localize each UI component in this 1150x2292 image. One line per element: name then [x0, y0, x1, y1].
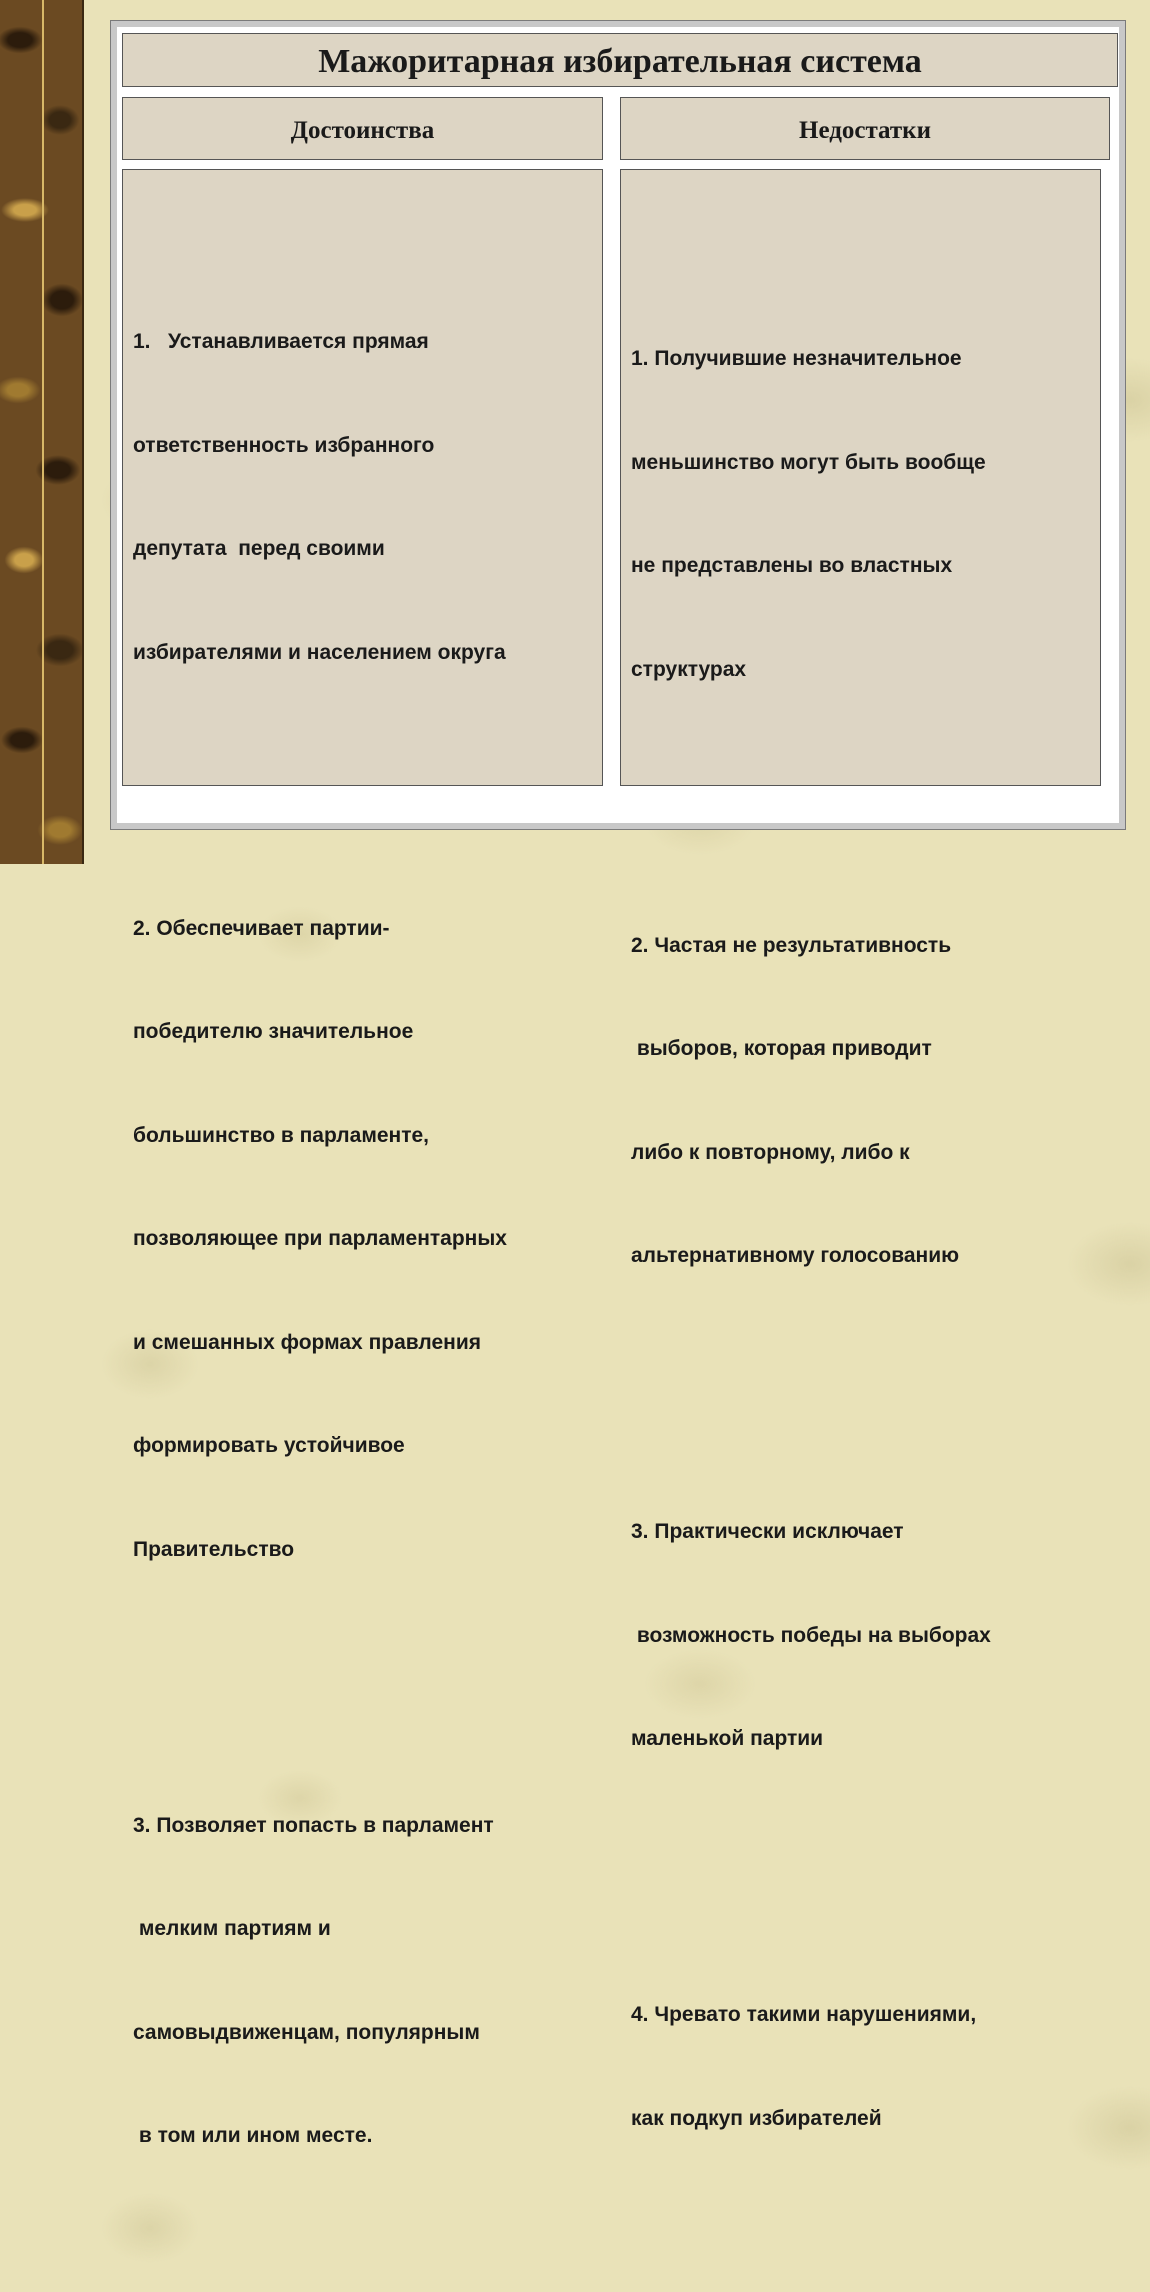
text-line: 2. Частая не результативность [631, 933, 952, 957]
text-line: выборов, которая приводит [631, 1037, 932, 1060]
text-line: 4. Чревато такими нарушениями, [631, 2003, 977, 2026]
text-line: депутата перед своими [133, 537, 385, 560]
text-line: 3. Практически исключает [631, 1520, 904, 1543]
decorative-side-strip [0, 0, 84, 864]
disadvantages-list [620, 169, 1101, 2130]
disadvantage-item-3 [631, 1446, 1090, 1826]
text-line: либо к повторному, либо к [631, 1140, 910, 1164]
text-line: мелким партиям и [133, 1917, 331, 1940]
disadvantages-header: Недостатки [620, 97, 1110, 160]
text-line: альтернативному голосованию [631, 1244, 960, 1267]
text-line: маленькой партии [631, 1727, 824, 1750]
text-line: 2. Обеспечивает партии- [133, 916, 390, 940]
text-line: как подкуп избирателей [631, 2106, 882, 2130]
text-line: и смешанных формах правления [133, 1330, 481, 1354]
text-line: возможность победы на выборах [631, 1623, 991, 1647]
slide-title: Мажоритарная избирательная система [122, 33, 1118, 87]
advantage-item-2 [133, 843, 592, 1637]
disadvantage-item-1 [631, 273, 1090, 756]
disadvantage-item-2 [631, 860, 1090, 1343]
disadvantage-item-4 [631, 1929, 1090, 2205]
text-line: не представлены во властных [631, 554, 953, 577]
text-line: 3. Позволяет попасть в парламент [133, 1813, 494, 1837]
text-line: самовыдвиженцам, популярным [133, 2020, 480, 2044]
text-line: большинство в парламенте, [133, 1123, 430, 1147]
advantage-item-1 [133, 256, 592, 739]
advantages-header: Достоинства [122, 97, 603, 160]
text-line: 1. Получившие незначительное [631, 347, 962, 370]
text-line: 1. Устанавливается прямая [133, 330, 429, 353]
strip-edge [82, 0, 84, 864]
text-line: в том или ином месте. [133, 2124, 373, 2147]
advantages-list [122, 169, 603, 2147]
text-line: структурах [631, 657, 747, 681]
strip-divider [42, 0, 44, 864]
text-line: избирателями и населением округа [133, 640, 506, 664]
text-line: позволяющее при парламентарных [133, 1227, 507, 1250]
advantage-item-3 [133, 1740, 592, 2223]
text-line: формировать устойчивое [133, 1434, 405, 1457]
text-line: победителю значительное [133, 1020, 414, 1043]
text-line: Правительство [133, 1537, 295, 1561]
text-line: меньшинство могут быть вообще [631, 450, 986, 474]
text-line: ответственность избранного [133, 433, 435, 457]
